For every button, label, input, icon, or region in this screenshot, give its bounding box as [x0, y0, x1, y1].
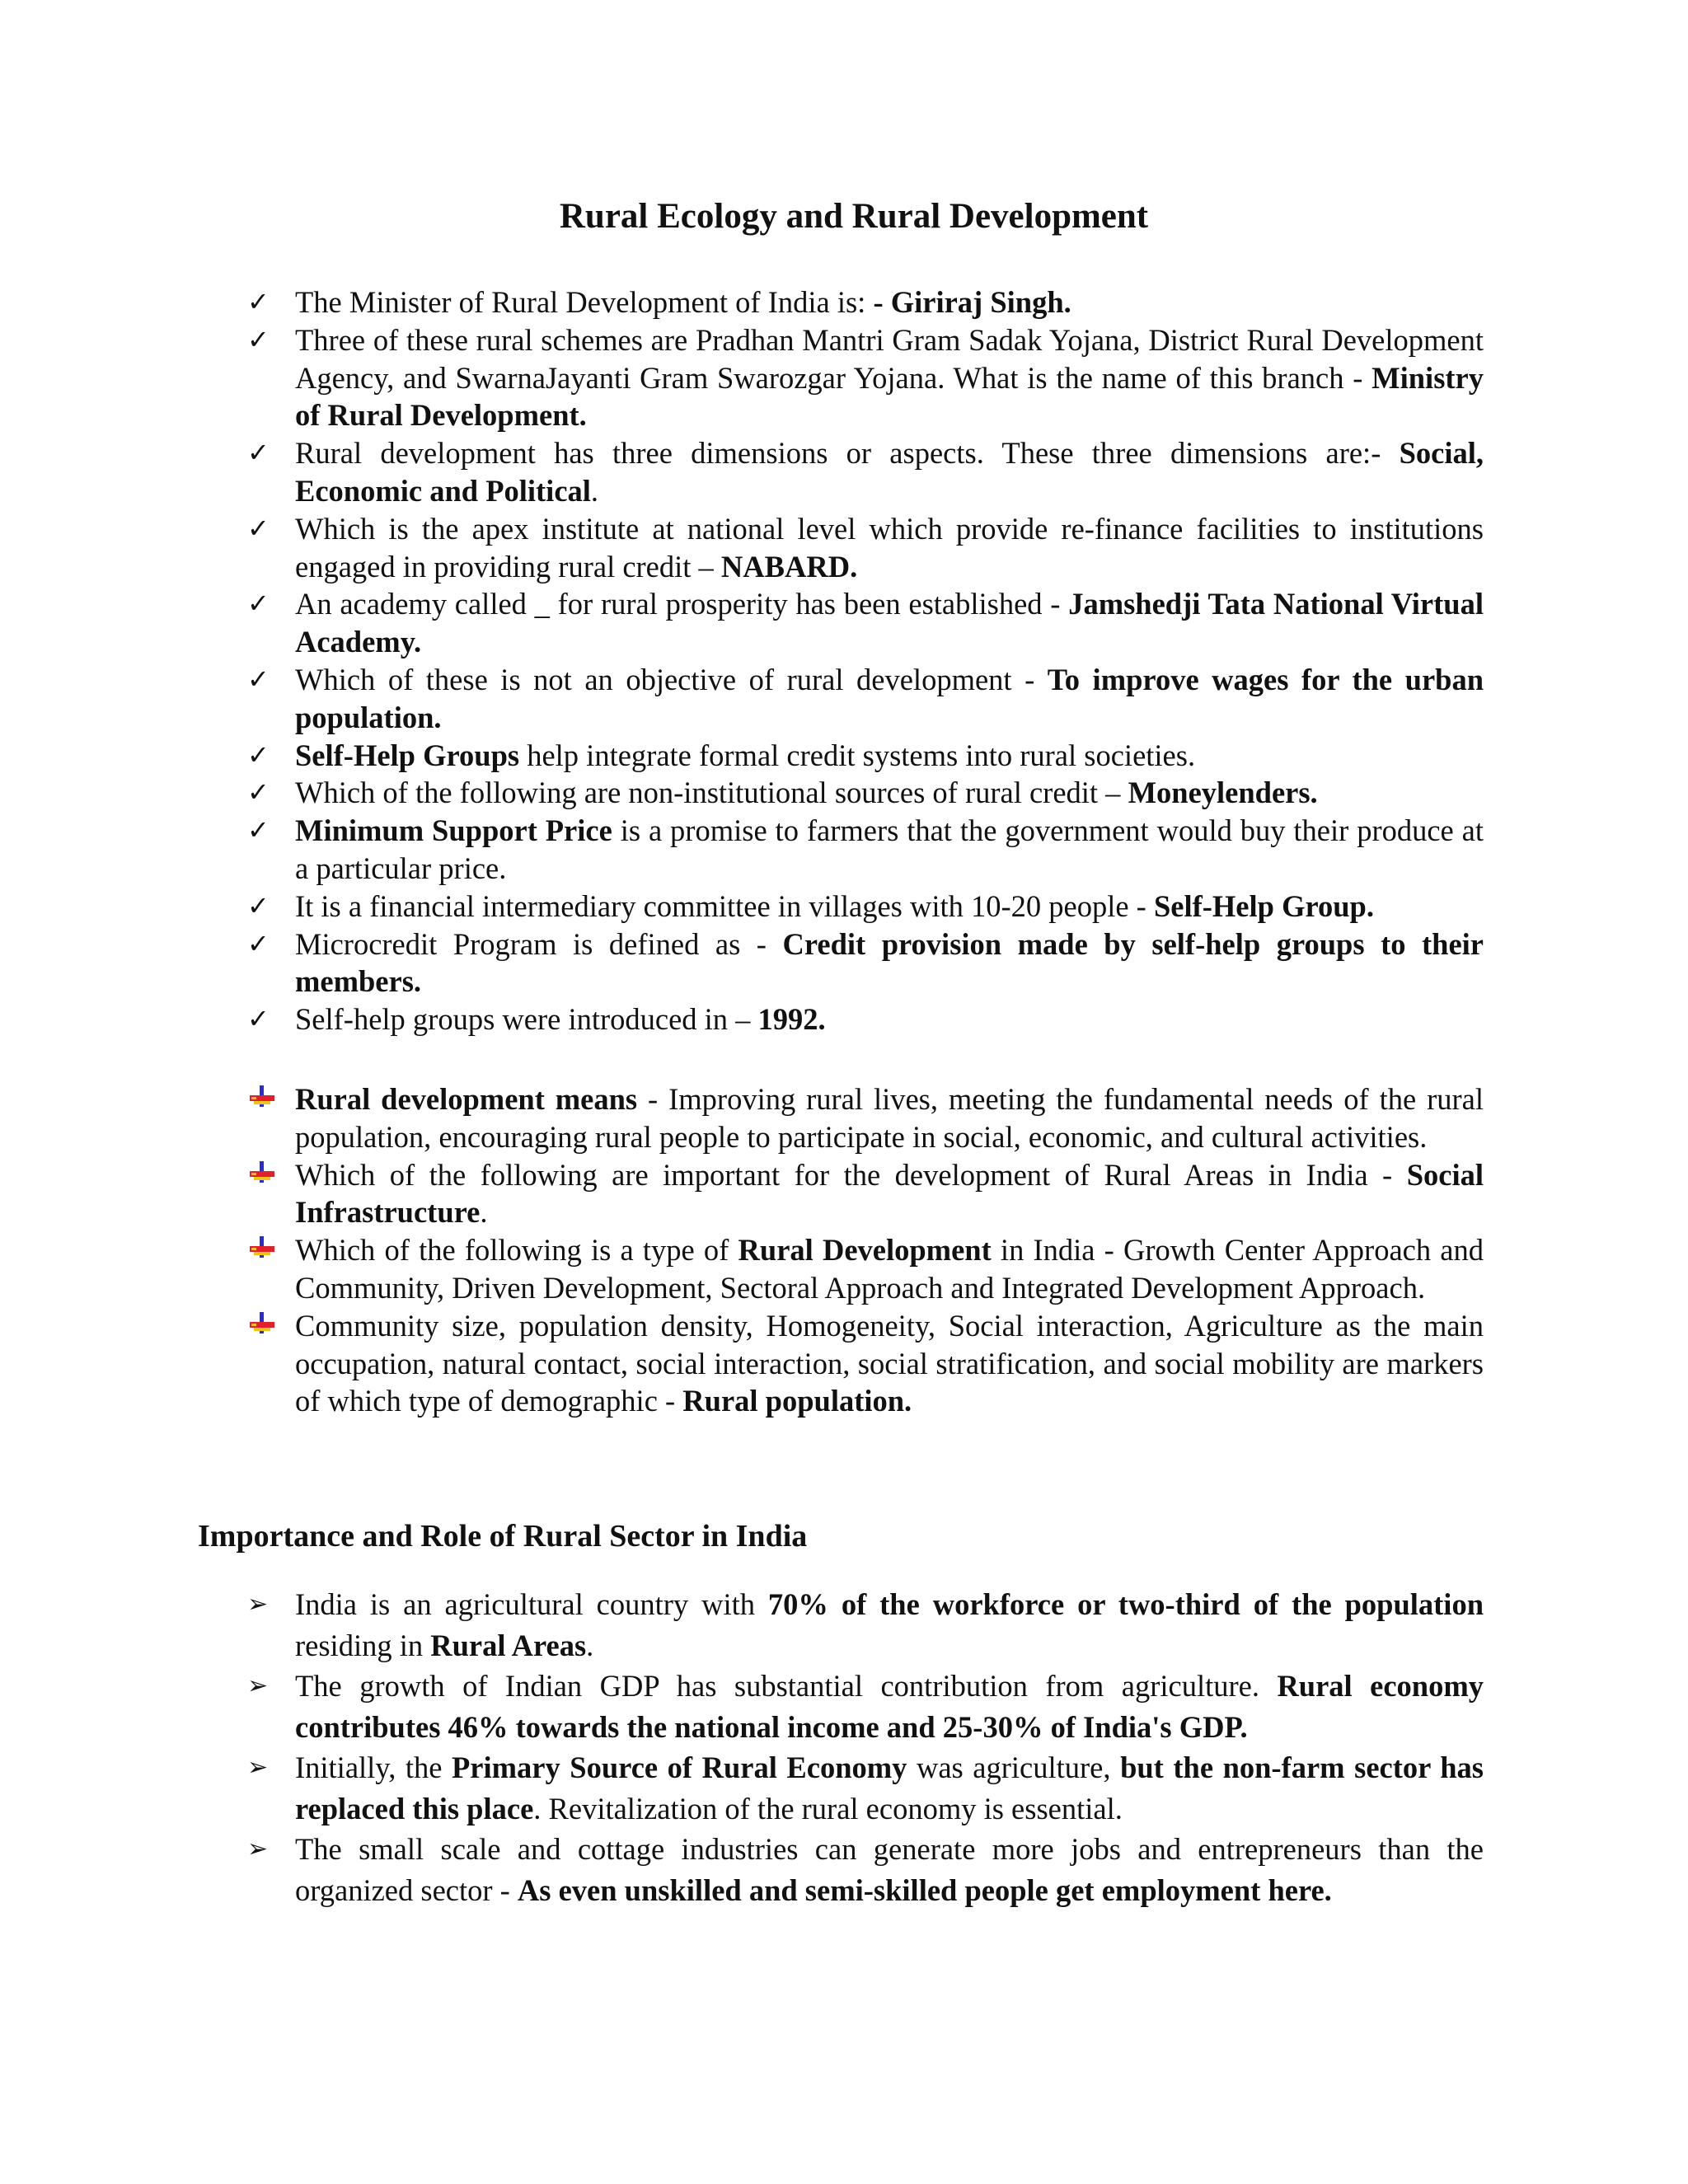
- arrow-bullet-icon: ➢: [247, 1671, 269, 1700]
- checkmark-icon: ✓: [247, 512, 270, 544]
- list-item: Which of the following are important for the development of Rural Areas in India - Social Infrastructure.: [247, 1156, 1484, 1232]
- arrow-bullet-icon: ➢: [247, 1753, 269, 1782]
- arrow-list: [247, 1584, 1484, 1910]
- list-item: ✓ It is a financial intermediary committee in villages with 10-20 people - Self-Help Group.: [247, 888, 1374, 923]
- list-item: ✓ Self-help groups were introduced in – 1992.: [247, 1002, 826, 1037]
- list-item: ✓ Three of these rural schemes are Pradhan Mantri Gram Sadak Yojana, District Rural Development Agency, and SwarnaJayanti Gram Swarozgar Yojana. What is the name of this branch - Ministry of Rural Development.: [247, 322, 1484, 433]
- checkmark-icon: ✓: [247, 1003, 270, 1035]
- pushpin-list: [247, 1080, 1484, 1420]
- list-item: ✓ Which of the following are non-institutional sources of rural credit – Moneylenders.: [247, 776, 1318, 810]
- checkmark-icon: ✓: [247, 814, 270, 846]
- list-item: ➢ The small scale and cottage industries can generate more jobs and entrepreneurs than the organized sector - As even unskilled and semi-skilled people get employment here.: [247, 1829, 1484, 1910]
- checkmark-icon: ✓: [247, 323, 270, 355]
- checkmark-icon: ✓: [247, 927, 270, 959]
- list-item: ✓ Self-Help Groups help integrate formal credit systems into rural societies.: [247, 738, 1196, 772]
- list-item: ✓ The Minister of Rural Development of India is: - Giriraj Singh.: [247, 285, 1071, 319]
- list-item: ✓ Rural development has three dimensions or aspects. These three dimensions are:- Social, Economic and Political.: [247, 436, 1484, 508]
- page-title: Rural Ecology and Rural Development: [559, 197, 1149, 236]
- checkmark-list: [247, 284, 1484, 1038]
- list-item: ✓ Which of these is not an objective of rural development - To improve wages for the urban population.: [247, 662, 1484, 734]
- checkmark-icon: ✓: [247, 663, 270, 695]
- section-heading: Importance and Role of Rural Sector in India: [198, 1519, 808, 1554]
- pushpin-icon: [247, 1156, 280, 1193]
- pushpin-icon: [247, 1080, 280, 1118]
- pushpin-icon: [247, 1307, 280, 1344]
- checkmark-icon: ✓: [247, 738, 270, 771]
- checkmark-icon: ✓: [247, 286, 270, 317]
- list-item: Which of the following is a type of Rural Development in India - Growth Center Approach and Community, Driven Development, Sectoral Approach and Integrated Development Approach.: [247, 1231, 1484, 1307]
- list-item: ✓ Minimum Support Price is a promise to farmers that the government would buy their produce at a particular price.: [247, 813, 1484, 885]
- pushpin-icon: [247, 1231, 280, 1268]
- list-item: ✓ Microcredit Program is defined as - Credit provision made by self-help groups to their members.: [247, 926, 1484, 999]
- checkmark-icon: ✓: [247, 437, 270, 469]
- list-item: ✓ Which is the apex institute at national level which provide re-finance facilities to institutions engaged in providing rural credit – NABARD.: [247, 511, 1484, 583]
- arrow-bullet-icon: ➢: [247, 1835, 269, 1863]
- checkmark-icon: ✓: [247, 588, 270, 620]
- list-item: ✓ An academy called _ for rural prosperity has been established - Jamshedji Tata National Virtual Academy.: [247, 587, 1484, 659]
- list-item: ➢ The growth of Indian GDP has substantial contribution from agriculture. Rural economy contributes 46% towards the national income and 25-30% of India's GDP.: [247, 1666, 1484, 1747]
- list-item: ➢ Initially, the Primary Source of Rural Economy was agriculture, but the non-farm sector has replaced this place. Revitalization of the rural economy is essential.: [247, 1747, 1484, 1829]
- list-item: ➢ India is an agricultural country with 70% of the workforce or two-third of the population residing in Rural Areas.: [247, 1584, 1484, 1666]
- list-item: Rural development means - Improving rural lives, meeting the fundamental needs of the rural population, encouraging rural people to participate in social, economic, and cultural activities.: [247, 1080, 1484, 1156]
- arrow-bullet-icon: ➢: [247, 1590, 269, 1619]
- checkmark-icon: ✓: [247, 889, 270, 921]
- list-item: Community size, population density, Homogeneity, Social interaction, Agriculture as the main occupation, natural contact, social interaction, social stratification, and social mobility are markers of which type of demographic - Rural population.: [247, 1307, 1484, 1420]
- checkmark-icon: ✓: [247, 776, 270, 808]
